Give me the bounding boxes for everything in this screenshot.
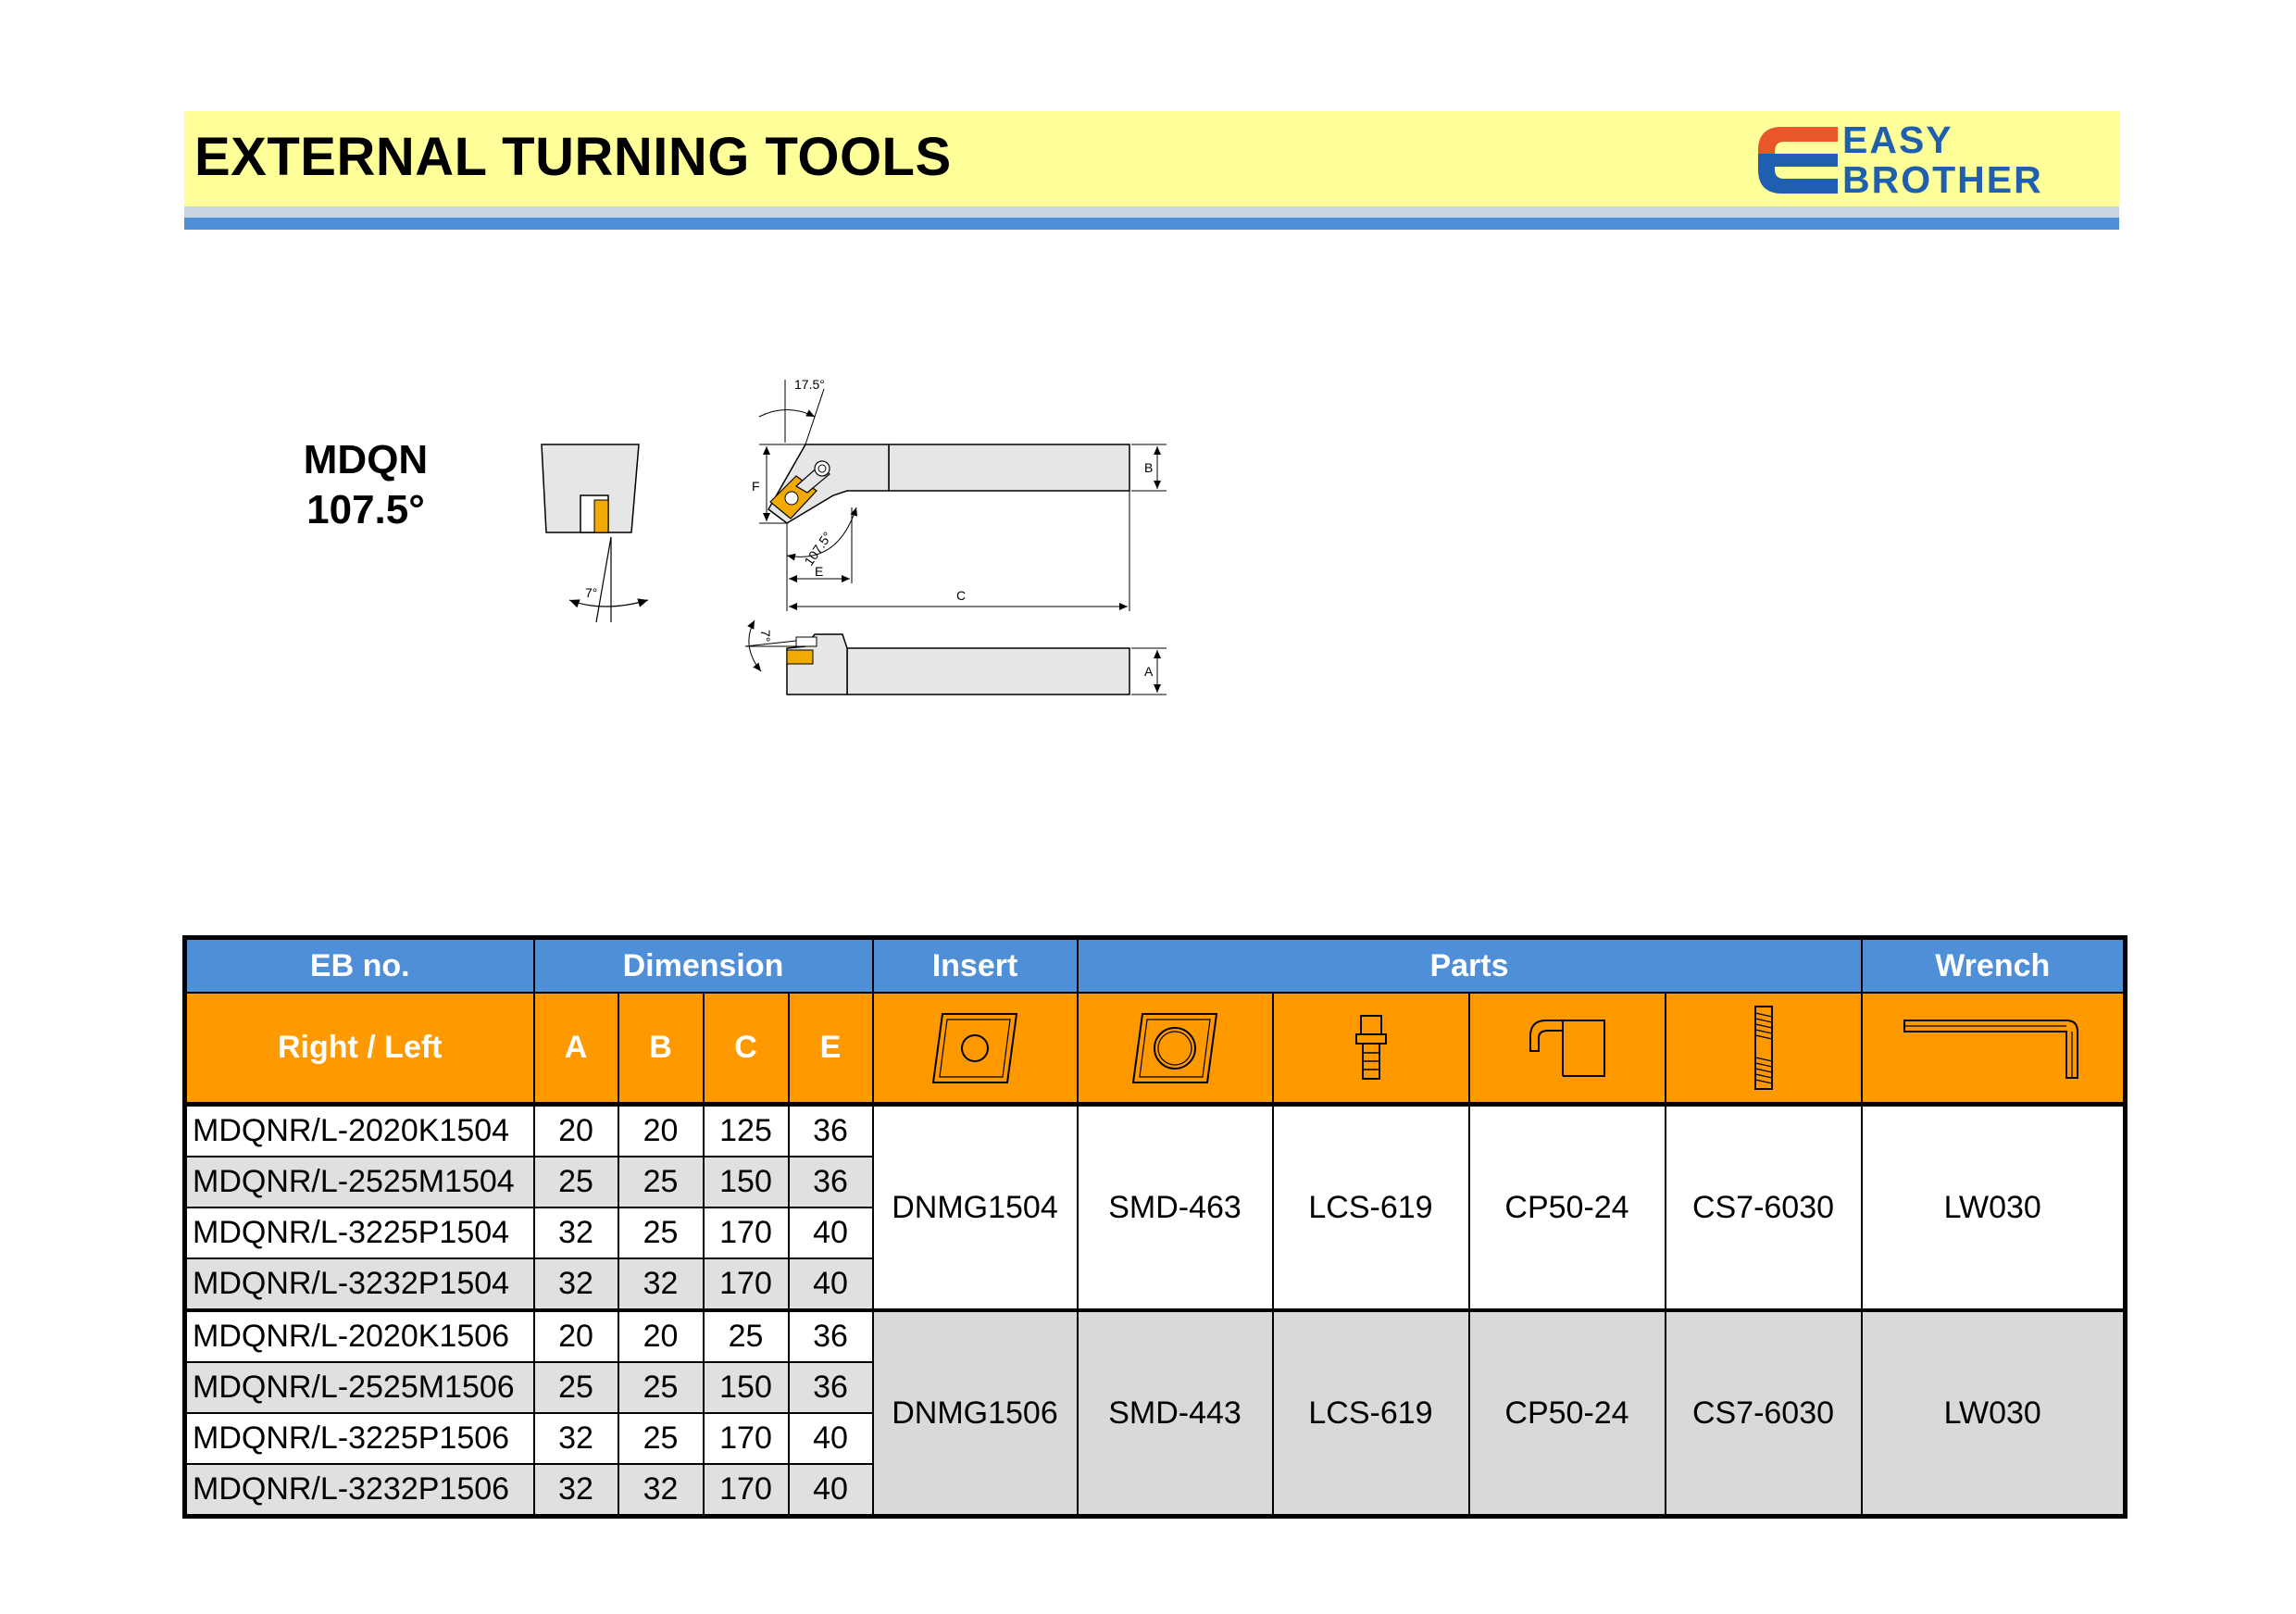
table-row bbox=[185, 1310, 2126, 1362]
header-c: C bbox=[704, 993, 789, 1105]
dim-b-label: B bbox=[1144, 460, 1154, 475]
dim-b: 25 bbox=[618, 1157, 704, 1207]
product-code: MDQNR/L-2020K1504 bbox=[185, 1105, 534, 1157]
dim-e: 40 bbox=[789, 1258, 873, 1310]
sub-header-row bbox=[185, 993, 2126, 1105]
clamp-icon bbox=[1526, 1016, 1609, 1081]
dim-a: 32 bbox=[534, 1464, 618, 1517]
dim-c: 125 bbox=[704, 1105, 789, 1157]
dim-c: 170 bbox=[704, 1413, 789, 1464]
table-row bbox=[185, 1105, 2126, 1157]
header-insert: Insert bbox=[873, 938, 1078, 994]
dim-b: 32 bbox=[618, 1258, 704, 1310]
lead-angle-label: 17.5° bbox=[794, 377, 825, 392]
insert-value: DNMG1504 bbox=[873, 1105, 1078, 1311]
product-code: MDQNR/L-3225P1506 bbox=[185, 1413, 534, 1464]
shim-value: SMD-443 bbox=[1078, 1310, 1273, 1517]
product-code: MDQNR/L-3225P1504 bbox=[185, 1207, 534, 1258]
dim-e: 40 bbox=[789, 1207, 873, 1258]
product-code: MDQNR/L-3232P1504 bbox=[185, 1258, 534, 1310]
shim-value: SMD-463 bbox=[1078, 1105, 1273, 1311]
lock-screw-value: LCS-619 bbox=[1273, 1105, 1469, 1311]
dim-e: 36 bbox=[789, 1157, 873, 1207]
header-divider bbox=[184, 206, 2119, 218]
dim-a: 32 bbox=[534, 1258, 618, 1310]
clamp-screw-value: CS7-6030 bbox=[1666, 1310, 1862, 1517]
logo-text-easy: EASY bbox=[1842, 119, 1953, 161]
model-label bbox=[278, 435, 454, 535]
dim-e: 36 bbox=[789, 1310, 873, 1362]
wrench-value: LW030 bbox=[1862, 1105, 2126, 1311]
tool-drawing bbox=[518, 352, 1444, 815]
insert-value: DNMG1506 bbox=[873, 1310, 1078, 1517]
wrench-icon-cell bbox=[1862, 993, 2126, 1105]
header-parts: Parts bbox=[1078, 938, 1862, 994]
spec-table bbox=[182, 935, 2128, 1519]
dim-b: 25 bbox=[618, 1207, 704, 1258]
lock-screw-icon-cell bbox=[1273, 993, 1469, 1105]
product-code: MDQNR/L-2020K1506 bbox=[185, 1310, 534, 1362]
dim-c: 170 bbox=[704, 1258, 789, 1310]
dim-c-label: C bbox=[956, 588, 967, 603]
dim-b: 20 bbox=[618, 1310, 704, 1362]
dim-a: 25 bbox=[534, 1362, 618, 1413]
dim-c: 150 bbox=[704, 1157, 789, 1207]
clamp-value: CP50-24 bbox=[1469, 1310, 1666, 1517]
dim-e: 36 bbox=[789, 1105, 873, 1157]
header-dimension: Dimension bbox=[534, 938, 873, 994]
model-name: MDQN bbox=[303, 437, 429, 482]
dim-c: 150 bbox=[704, 1362, 789, 1413]
approach-angle-label: 107.5° bbox=[801, 529, 835, 569]
dim-a: 20 bbox=[534, 1105, 618, 1157]
end-view bbox=[542, 444, 648, 622]
clamp-screw-icon bbox=[1750, 1004, 1778, 1092]
shim-icon-cell bbox=[1078, 993, 1273, 1105]
clamp-screw-value: CS7-6030 bbox=[1666, 1105, 1862, 1311]
dim-b: 32 bbox=[618, 1464, 704, 1517]
header-e: E bbox=[789, 993, 873, 1105]
header-wrench: Wrench bbox=[1862, 938, 2126, 994]
dim-e: 40 bbox=[789, 1464, 873, 1517]
header-a: A bbox=[534, 993, 618, 1105]
product-code: MDQNR/L-2525M1506 bbox=[185, 1362, 534, 1413]
dim-b: 25 bbox=[618, 1413, 704, 1464]
model-angle: 107.5° bbox=[306, 487, 425, 532]
logo-mark-icon bbox=[1754, 123, 1840, 197]
dim-e-label: E bbox=[815, 564, 824, 579]
shim-icon bbox=[1129, 1007, 1221, 1090]
header-right-left: Right / Left bbox=[185, 993, 534, 1105]
top-view bbox=[752, 377, 1167, 611]
dim-f-label: F bbox=[752, 479, 760, 494]
clamp-screw-icon-cell bbox=[1666, 993, 1862, 1105]
header-b: B bbox=[618, 993, 704, 1105]
dim-e: 40 bbox=[789, 1413, 873, 1464]
dim-b: 25 bbox=[618, 1362, 704, 1413]
page-title: EXTERNAL TURNING TOOLS bbox=[194, 127, 952, 187]
wrench-icon bbox=[1900, 1011, 2085, 1085]
lock-screw-value: LCS-619 bbox=[1273, 1310, 1469, 1517]
header-eb-no: EB no. bbox=[185, 938, 534, 994]
insert-icon bbox=[929, 1007, 1021, 1090]
header-divider-accent bbox=[184, 218, 2119, 230]
clamp-value: CP50-24 bbox=[1469, 1105, 1666, 1311]
dim-c: 170 bbox=[704, 1464, 789, 1517]
dim-c: 25 bbox=[704, 1310, 789, 1362]
clearance-angle-label: 7° bbox=[585, 585, 598, 600]
dim-a-label: A bbox=[1144, 664, 1154, 679]
product-code: MDQNR/L-2525M1504 bbox=[185, 1157, 534, 1207]
side-view bbox=[745, 620, 1167, 694]
wrench-value: LW030 bbox=[1862, 1310, 2126, 1517]
dim-b: 20 bbox=[618, 1105, 704, 1157]
clamp-icon-cell bbox=[1469, 993, 1666, 1105]
dim-a: 32 bbox=[534, 1413, 618, 1464]
brand-logo bbox=[1754, 120, 2115, 200]
dim-c: 170 bbox=[704, 1207, 789, 1258]
lock-screw-icon bbox=[1353, 1013, 1390, 1082]
dim-a: 32 bbox=[534, 1207, 618, 1258]
product-code: MDQNR/L-3232P1506 bbox=[185, 1464, 534, 1517]
side-angle-label: 7° bbox=[758, 630, 773, 643]
logo-text-brother: BROTHER bbox=[1842, 158, 2043, 201]
dim-e: 36 bbox=[789, 1362, 873, 1413]
dim-a: 20 bbox=[534, 1310, 618, 1362]
dim-a: 25 bbox=[534, 1157, 618, 1207]
insert-icon-cell bbox=[873, 993, 1078, 1105]
group-header-row bbox=[185, 938, 2126, 994]
